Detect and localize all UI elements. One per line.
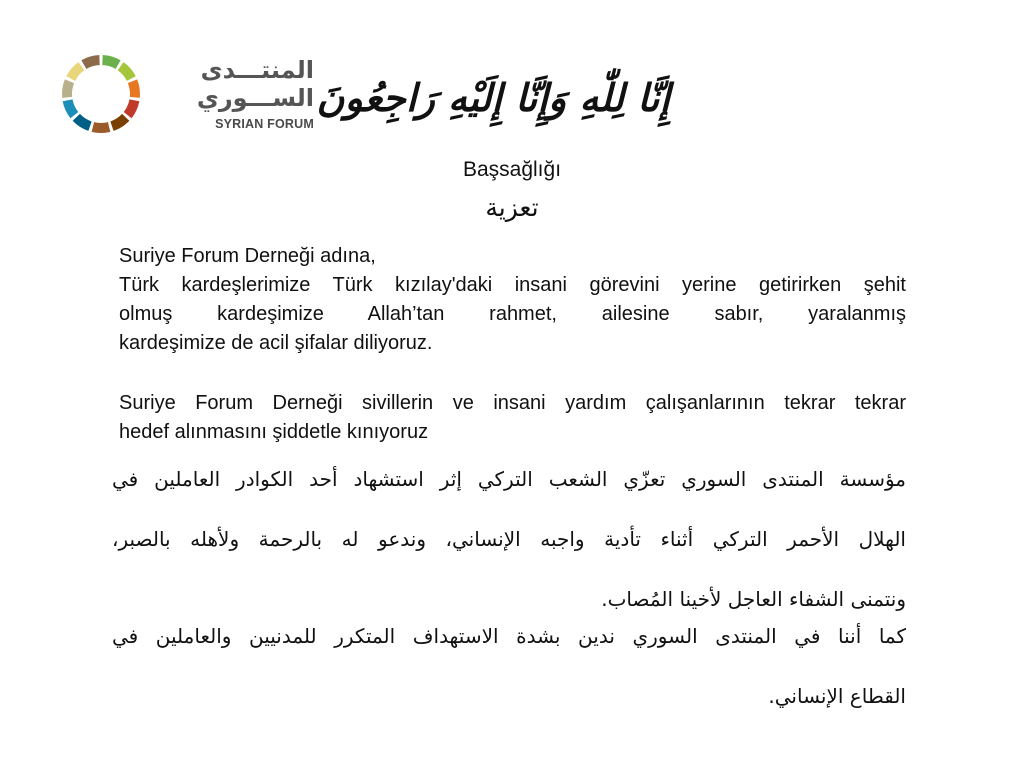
syrian-forum-logo <box>58 52 314 142</box>
arabic-p1-line-1: مؤسسة المنتدى السوري تعزّي الشعب التركي إثر استشهاد أحد الكوادر العاملين في <box>112 467 906 491</box>
logo-ring-segment <box>133 81 135 97</box>
turkish-p1-line-4: kardeşimize de acil şifalar diliyoruz. <box>119 332 433 354</box>
logo-arabic-line1: المنتـــدى <box>200 56 314 84</box>
logo-ring-segment <box>93 127 109 128</box>
logo-ring-segment <box>67 81 69 97</box>
logo-ring-segment <box>84 60 100 65</box>
logo-ring-icon <box>58 52 148 142</box>
title-arabic: تعزية <box>485 193 539 222</box>
logo-ring-segment <box>121 66 132 78</box>
logo-ring-segment <box>71 66 82 78</box>
calligraphy-inscription: إِنَّا لِلّٰهِ وَإِنَّا إِلَيْهِ رَاجِعُونَ <box>316 75 670 120</box>
arabic-p2-line-1: كما أننا في المنتدى السوري ندين بشدة الاستهداف المتكرر للمدنيين والعاملين في <box>112 624 906 648</box>
turkish-p2-line-2: hedef alınmasını şiddetle kınıyoruz <box>119 421 429 443</box>
logo-english-name: SYRIAN FORUM <box>215 117 314 131</box>
turkish-p1-line-2: Türk kardeşlerimize Türk kızılay'daki insani görevini yerine getirirken şehit <box>119 274 906 296</box>
title-turkish: Başsağlığı <box>462 158 562 181</box>
logo-arabic-line2: الســـوري <box>196 84 314 112</box>
arabic-p1-line-3: ونتمنى الشفاء العاجل لأخينا المُصاب. <box>601 587 906 611</box>
arabic-paragraph-1 <box>112 449 906 629</box>
turkish-p1-line-3: olmuş kardeşimize Allah’tan rahmet, ailesine sabır, yaralanmış <box>119 303 906 325</box>
arabic-paragraph-2 <box>112 606 906 726</box>
logo-ring-segment <box>76 117 90 126</box>
turkish-p1-line-1: Suriye Forum Derneği adına, <box>119 245 376 267</box>
turkish-paragraph-2 <box>119 389 906 447</box>
turkish-paragraph-1 <box>119 242 906 358</box>
logo-ring-segment <box>112 117 126 126</box>
turkish-p2-line-1: Suriye Forum Derneği sivillerin ve insani yardım çalışanlarının tekrar tekrar <box>119 392 906 414</box>
arabic-p1-line-2: الهلال الأحمر التركي أثناء تأدية واجبه الإنساني، وندعو له بالرحمة ولأهله بالصبر، <box>112 527 906 551</box>
arabic-p2-line-2: القطاع الإنساني. <box>768 684 906 708</box>
logo-ring-segment <box>128 100 135 115</box>
logo-ring-segment <box>68 100 75 115</box>
logo-ring-segment <box>102 60 118 65</box>
